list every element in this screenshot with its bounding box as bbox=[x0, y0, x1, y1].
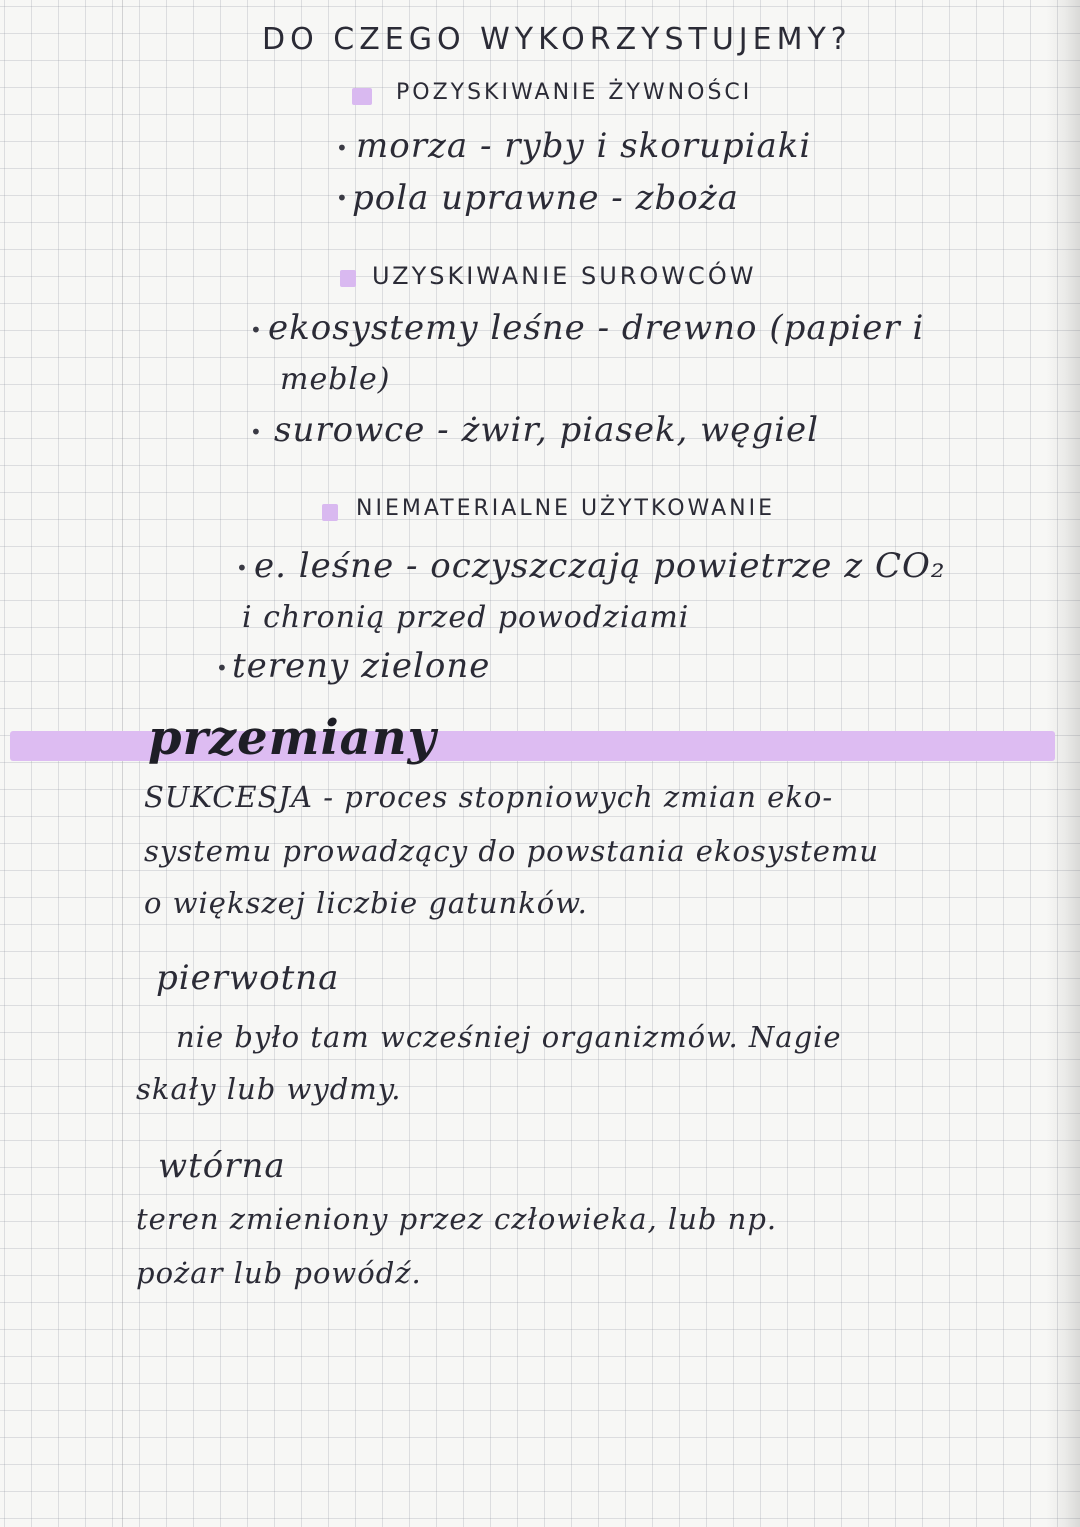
section-heading-resources: UZYSKIWANIE SUROWCÓW bbox=[372, 262, 757, 290]
page-edge-shadow bbox=[1046, 0, 1080, 1527]
section-marker bbox=[340, 270, 356, 287]
list-item: morza - ryby i skorupiaki bbox=[356, 126, 812, 166]
succession-type-text: nie było tam wcześniej organizmów. Nagie bbox=[176, 1020, 842, 1054]
page-title: DO CZEGO WYKORZYSTUJEMY? bbox=[262, 22, 852, 57]
list-item-continuation: meble) bbox=[280, 362, 391, 397]
section-marker bbox=[352, 88, 372, 105]
definition-line: SUKCESJA - proces stopniowych zmian eko- bbox=[144, 780, 834, 814]
list-item: pola uprawne - zboża bbox=[352, 178, 739, 218]
section-heading-nonmaterial: NIEMATERIALNE UŻYTKOWANIE bbox=[356, 496, 775, 521]
section-marker bbox=[322, 504, 338, 521]
list-item: tereny zielone bbox=[232, 646, 491, 686]
list-item-continuation: i chronią przed powodziami bbox=[242, 600, 690, 635]
section-heading-food: POZYSKIWANIE ŻYWNOŚCI bbox=[396, 80, 753, 105]
definition-line: systemu prowadzący do powstania ekosystemu bbox=[144, 834, 880, 868]
notebook-margin-line bbox=[122, 0, 123, 1527]
bullet-icon: • bbox=[250, 318, 262, 342]
list-item: surowce - żwir, piasek, węgiel bbox=[274, 410, 820, 450]
bullet-icon: • bbox=[216, 656, 228, 680]
list-item: ekosystemy leśne - drewno (papier i bbox=[268, 308, 925, 348]
succession-type-label: pierwotna bbox=[156, 958, 340, 998]
bullet-icon: • bbox=[336, 136, 348, 160]
bullet-icon: • bbox=[236, 556, 248, 580]
succession-type-text: pożar lub powódź. bbox=[136, 1256, 422, 1290]
definition-line: o większej liczbie gatunków. bbox=[144, 886, 588, 920]
succession-type-label: wtórna bbox=[158, 1146, 286, 1186]
section-heading-przemiany: przemiany bbox=[148, 710, 437, 766]
bullet-icon: • bbox=[250, 420, 262, 444]
bullet-icon: • bbox=[336, 186, 348, 210]
succession-type-text: skały lub wydmy. bbox=[136, 1072, 402, 1106]
succession-type-text: teren zmieniony przez człowieka, lub np. bbox=[136, 1202, 778, 1236]
list-item: e. leśne - oczyszczają powietrze z CO₂ bbox=[254, 546, 946, 586]
